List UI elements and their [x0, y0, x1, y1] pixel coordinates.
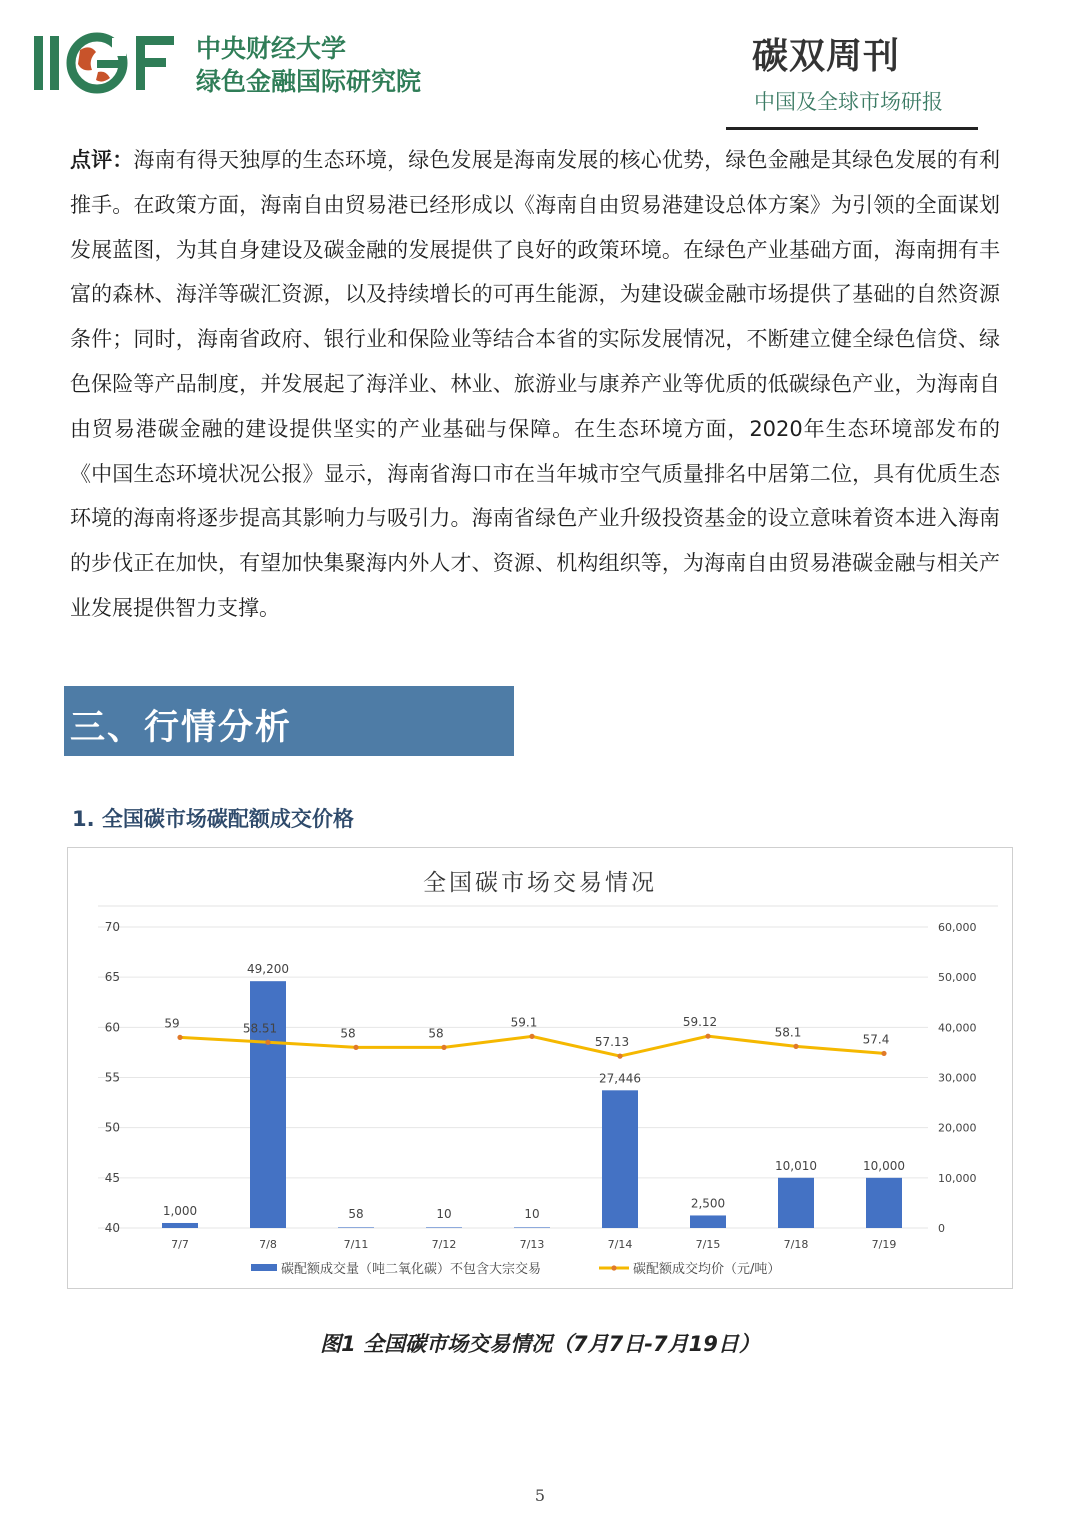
volume-bar [778, 1178, 814, 1228]
left-axis-tick: 40 [104, 1221, 120, 1235]
subsection-title: 1. 全国碳市场碳配额成交价格 [72, 807, 354, 831]
volume-label: 58 [348, 1207, 364, 1221]
chart-title: 全国碳市场交易情况 [423, 870, 657, 896]
left-axis-tick: 70 [104, 920, 120, 934]
left-axis-tick: 55 [104, 1070, 120, 1085]
left-axis-tick: 45 [104, 1170, 120, 1185]
price-label: 59.1 [510, 1015, 538, 1030]
price-point [793, 1044, 798, 1049]
price-label: 57.13 [594, 1035, 630, 1050]
volume-bar [162, 1223, 198, 1228]
publication-title: 碳双周刊 [752, 36, 901, 77]
right-axis-tick: 10,000 [938, 1171, 977, 1185]
price-point [881, 1051, 886, 1056]
volume-label: 10 [436, 1207, 452, 1221]
x-axis-tick: 7/7 [171, 1238, 189, 1251]
organization-name [196, 32, 421, 98]
volume-bar [338, 1227, 374, 1228]
iigf-logo [30, 30, 180, 96]
price-label: 59.12 [682, 1015, 718, 1030]
right-axis-tick: 40,000 [938, 1021, 977, 1035]
price-point [177, 1035, 182, 1040]
right-axis-tick: 20,000 [938, 1121, 977, 1135]
price-point [265, 1040, 270, 1045]
right-axis-tick: 30,000 [938, 1071, 977, 1085]
price-point [617, 1054, 622, 1059]
commentary-label: 点评： [70, 148, 134, 172]
x-axis-tick: 7/18 [783, 1238, 809, 1251]
price-label: 58 [428, 1026, 444, 1041]
trading-chart [68, 848, 1012, 1288]
x-axis-tick: 7/15 [695, 1238, 721, 1251]
publication-subtitle: 中国及全球市场研报 [754, 90, 943, 114]
left-axis-tick: 60 [104, 1020, 120, 1035]
header-rule [726, 127, 978, 130]
x-axis-tick: 7/19 [871, 1238, 897, 1251]
volume-label: 10 [524, 1207, 540, 1221]
commentary-text: 海南有得天独厚的生态环境，绿色发展是海南发展的核心优势，绿色金融是其绿色发展的有利推手。在政策方面，海南自由贸易港已经形成以《海南自由贸易港建设总体方案》为引领的全面谋划发展蓝图，为其自身建设及碳金融的发展提供了良好的政策环境。在绿色产业基础方面，海南拥有丰富的森林、海洋等碳汇资源，以及持续增长的可再生能源，为建设碳金融市场提供了基础的自然资源条件；同时，海南省政府、银行业和保险业等结合本省的实际发展情况，不断建立健全绿色信贷、绿色保险等产品制度，并发展起了海洋业、林业、旅游业与康养产业等优质的低碳绿色产业，为海南自由贸易港碳金融的建设提供坚实的产业基础与保障。在生态环境方面，2020年生态环境部发布的《中国生态环境状况公报》显示，海南省海口市在当年城市空气质量排名中居第二位，具有优质生态环境的海南将逐步提高其影响力与吸引力。海南省绿色产业升级投资基金的设立意味着资本进入海南的步伐正在加快，有望加快集聚海内外人才、资源、机构组织等，为海南自由贸易港碳金融与相关产业发展提供智力支撑。 [70, 148, 1000, 620]
volume-label: 27,446 [599, 1071, 641, 1086]
right-axis-tick: 60,000 [938, 921, 977, 934]
volume-bar [690, 1215, 726, 1228]
x-axis-tick: 7/13 [519, 1238, 545, 1251]
volume-label: 49,200 [247, 962, 289, 977]
price-point [353, 1045, 358, 1050]
right-axis-tick: 50,000 [938, 971, 977, 985]
volume-bar [426, 1227, 462, 1228]
price-label: 58.1 [774, 1025, 802, 1040]
volume-bar [514, 1227, 550, 1228]
volume-label: 10,010 [775, 1158, 817, 1173]
org-line-1: 中央财经大学 [196, 34, 347, 63]
volume-label: 2,500 [690, 1196, 726, 1211]
legend-marker-price [611, 1265, 616, 1270]
section-title: 三、行情分析 [70, 708, 293, 748]
x-axis-tick: 7/11 [343, 1238, 369, 1251]
figure-caption: 图1 全国碳市场交易情况（7月7日-7月19日） [320, 1332, 760, 1356]
price-point [529, 1034, 534, 1039]
commentary-paragraph [70, 138, 1000, 631]
price-label: 57.4 [862, 1032, 890, 1047]
org-line-2: 绿色金融国际研究院 [196, 67, 422, 96]
volume-bar [866, 1178, 902, 1228]
x-axis-tick: 7/14 [607, 1238, 633, 1251]
price-label: 58 [340, 1026, 356, 1041]
price-point [705, 1034, 710, 1039]
chart-container [67, 847, 1013, 1289]
left-axis-tick: 50 [104, 1120, 120, 1135]
x-axis-tick: 7/8 [259, 1238, 277, 1251]
volume-label: 10,000 [863, 1158, 905, 1173]
left-axis-tick: 65 [104, 970, 120, 985]
price-label: 58.51 [242, 1021, 278, 1036]
legend-label-price: 碳配额成交均价（元/吨） [633, 1262, 781, 1277]
page-number: 5 [534, 1486, 546, 1505]
price-point [441, 1045, 446, 1050]
volume-bar [250, 981, 286, 1228]
right-axis-tick: 0 [938, 1222, 945, 1235]
legend-swatch-volume [251, 1264, 277, 1271]
price-label: 59 [164, 1016, 180, 1031]
volume-bar [602, 1090, 638, 1228]
legend-label-volume: 碳配额成交量（吨二氧化碳）不包含大宗交易 [281, 1262, 542, 1277]
x-axis-tick: 7/12 [431, 1238, 457, 1251]
volume-label: 1,000 [162, 1203, 198, 1218]
